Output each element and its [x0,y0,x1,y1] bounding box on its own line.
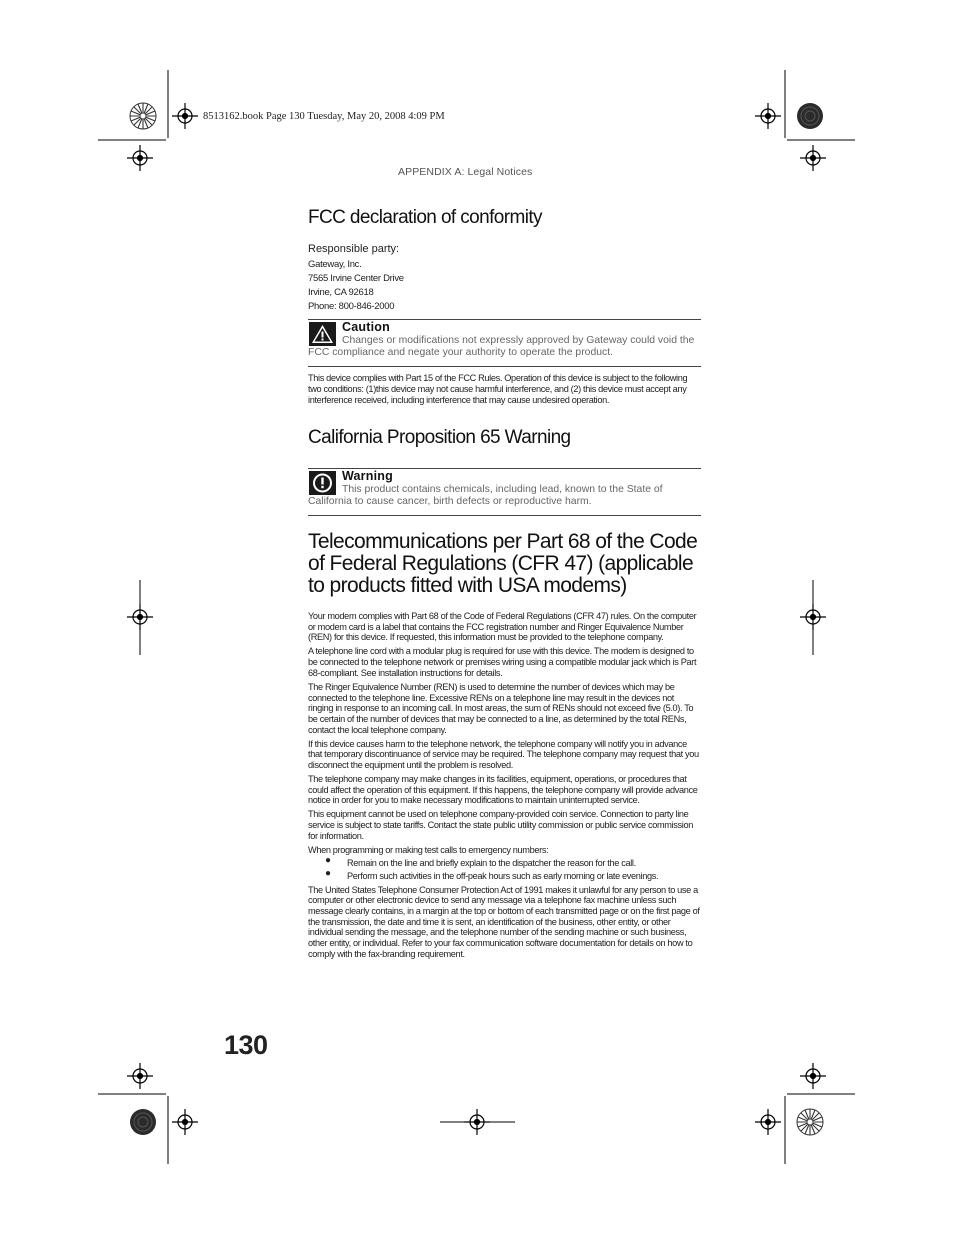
telecom-paragraph: The Ringer Equivalence Number (REN) is used to determine the number of devices which may be connected to the telephone line. Excessive RENs on a telephone line may result in the devices not ringing in response to an incoming call. In most areas, the sum of RENs should not exceed five (5.0). To be certain of the number of devices that may be connected to a line, as determined by the total RENs, contact the local telephone company. [308,681,694,735]
warning-text: This product contains chemicals, including lead, known to the State of California to cause cancer, birth defects or reproductive harm. [308,484,663,507]
fcc-heading: FCC declaration of conformity [308,207,542,228]
address-line: 7565 Irvine Center Drive [308,273,404,284]
responsible-party-label: Responsible party: [308,243,400,255]
book-slug: 8513162.book Page 130 Tuesday, May 20, 2008 4:09 PM [203,111,445,122]
telecom-paragraph: When programming or making test calls to emergency numbers: [308,844,549,855]
address-line: Phone: 800-846-2000 [308,301,395,312]
telecom-paragraph: This equipment cannot be used on telephone company-provided coin service. Connection to party line service is subject to state tariffs. Contact the state public utility commission or public service commission for information. [308,809,693,841]
list-item-text: Perform such activities in the off-peak hours such as early morning or late evenings. [347,870,659,881]
list-item-text: Remain on the line and briefly explain to the dispatcher the reason for the call. [347,857,636,868]
caution-text: Changes or modifications not expressly approved by Gateway could void the FCC compliance and negate your authority to operate the product. [308,335,695,358]
telecom-body [308,611,701,963]
telecom-paragraph: A telephone line cord with a modular plug is required for use with this device. The modem is designed to be connected to the telephone network or premises wiring using a compatible modular jack which is Part 68-compliant. See installation instructions for details. [308,646,697,678]
list-item [308,854,701,869]
telecom-paragraph: The telephone company may make changes in its facilities, equipment, operations, or procedures that could affect the operation of this equipment. If this happens, the telephone company will provide advance notice in order for you to make necessary modifications to maintain uninterrupted service. [308,774,698,806]
list-item [308,867,701,882]
telecom-paragraph: Your modem complies with Part 68 of the Code of Federal Regulations (CFR 47) rules. On the computer or modem card is a label that contains the FCC registration number and Ringer Equivalence Number (REN) for this device. If requested, this information must be provided to the telephone company. [308,611,697,643]
warning-title: Warning [342,469,393,483]
telecom-paragraph: If this device causes harm to the telephone network, the telephone company will notify you in advance that temporary discontinuance of service may be required. The telephone company may request that you disconnect the equipment until the problem is resolved. [308,738,699,771]
telecom-heading: Telecommunications per Part 68 of the Code of Federal Regulations (CFR 47) (applicable to products fitted with USA modems) [308,530,698,597]
address-line: Gateway, Inc. [308,259,362,270]
caution-title: Caution [342,320,390,334]
bullet-icon: ● [325,867,331,879]
page-number: 130 [224,1030,268,1060]
caution-notice [308,319,701,367]
emergency-call-list [308,854,701,882]
fcc-compliance-paragraph: This device complies with Part 15 of the FCC Rules. Operation of this device is subject to the following two conditions: (1)this device may not cause harmful interference, and (2) this device must accept any interference received, including interference that may cause undesired operation. [308,373,688,405]
address-line: Irvine, CA 92618 [308,287,374,298]
warning-notice [308,468,701,516]
running-head: APPENDIX A: Legal Notices [398,166,533,178]
bullet-icon: ● [325,854,331,866]
california-heading: California Proposition 65 Warning [308,427,571,448]
responsible-party-address [308,258,701,314]
telecom-closing-paragraph: The United States Telephone Consumer Protection Act of 1991 makes it unlawful for any person to use a computer or other electronic device to send any message via a telephone fax machine unless such message clearly contains, in a margin at the top or bottom of each transmitted page or on the first page of the transmission, the date and time it is sent, an identification of the business, other entity, or other individual sending the message, and the telephone number of the sending machine or such business, other entity, or individual. Refer to your fax communication software documentation for details on how to comply with the fax-branding requirement. [308,884,700,959]
